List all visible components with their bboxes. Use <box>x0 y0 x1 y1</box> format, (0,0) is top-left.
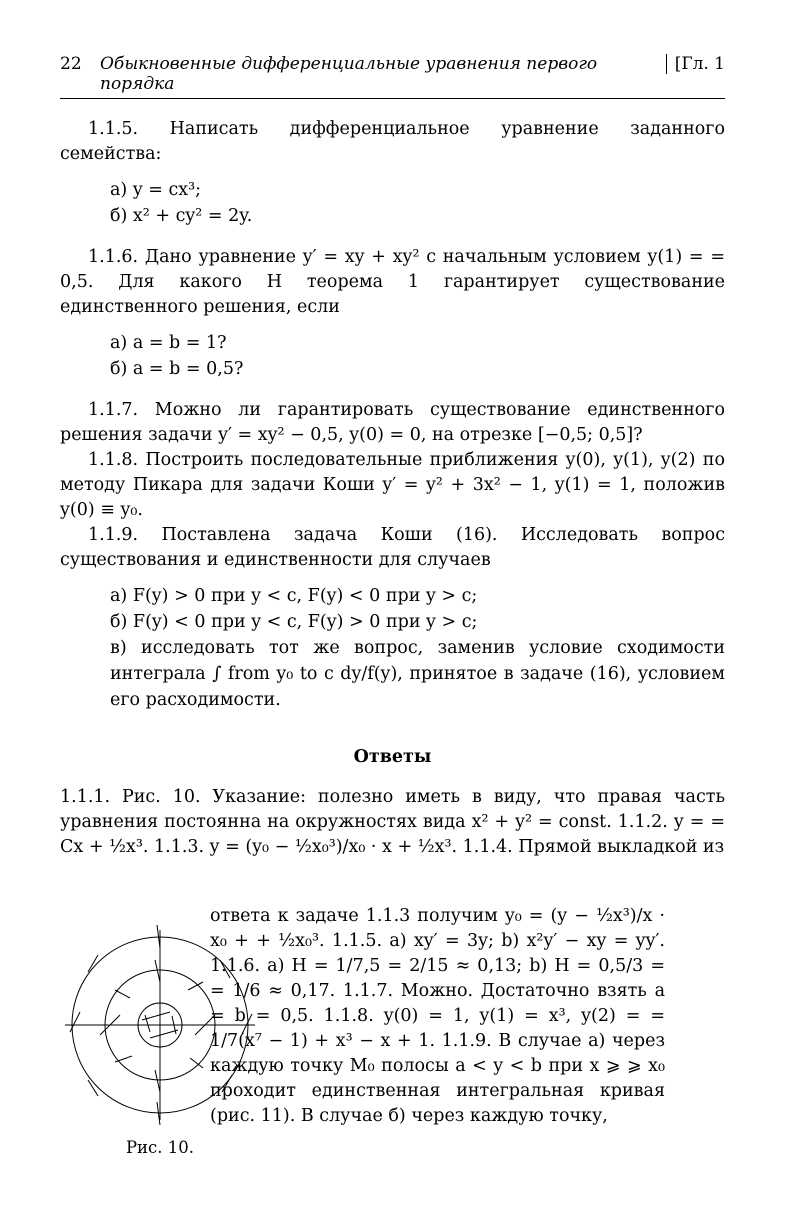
problem-1-1-9-c: в) исследовать тот же вопрос, заменив условие сходимости интеграла ∫ from y₀ to c dy/f(y), принятое в задаче (16), условием его расходимости. <box>110 638 725 710</box>
page-number: 22 <box>60 54 82 74</box>
running-title: Обыкновенные дифференциальные уравнения первого порядка <box>100 54 598 94</box>
problem-1-1-5-a: а) y = cx³; <box>110 180 202 200</box>
problem-1-1-6-b: б) a = b = 0,5? <box>110 359 244 379</box>
problem-1-1-7: 1.1.7. Можно ли гарантировать существование единственного решения задачи y′ = xy² − 0,5, y(0) = 0, на отрезке [−0,5; 0,5]? <box>60 400 725 445</box>
problem-1-1-5-b: б) x² + cy² = 2y. <box>110 206 253 226</box>
problem-1-1-5: 1.1.5. Написать дифференциальное уравнение заданного семейства: <box>60 119 725 164</box>
chapter-label: [Гл. 1 <box>666 54 725 74</box>
answers-text-right: ответа к задаче 1.1.3 получим y₀ = (y − ½x³)/x · x₀ + + ½x₀³. 1.1.5. a) xy′ = 3y; b) x²y′ − xy = yy′. 1.1.6. a) H = 1/7,5 = 2/15 ≈ 0,13; b) H = 0,5/3 = = 1/6 ≈ 0,17. 1.1.7. Можно. Достаточно взять a = b = 0,5. 1.1.8. y(0) = 1, y(1) = x³, y(2) = = 1/7(x⁷ − 1) + x³ − x + 1. 1.1.9. В случае а) через каждую точку M₀ полосы a < y < b при x ⩾ ⩾ x₀ проходит единственная интегральная кривая (рис. 11). В случае б) через каждую точку, <box>210 906 665 1126</box>
running-header <box>60 54 725 99</box>
answers-text: 1.1.1. Рис. 10. Указание: полезно иметь в виду, что правая часть уравнения постоянна на окружностях вида x² + y² = const. 1.1.2. y = = Cx + ½x³. 1.1.3. y = (y₀ − ½x₀³)/x₀ · x + ½x³. 1.1.4. Прямой выкладкой из <box>60 787 725 857</box>
problem-1-1-6-a: а) a = b = 1? <box>110 333 227 353</box>
problem-1-1-6: 1.1.6. Дано уравнение y′ = xy + xy² с начальным условием y(1) = = 0,5. Для какого H теорема 1 гарантирует существование единственного решения, если <box>60 247 725 317</box>
problem-1-1-8: 1.1.8. Построить последовательные приближения y(0), y(1), y(2) по методу Пикара для задачи Коши y′ = y² + 3x² − 1, y(1) = 1, положив y(0) ≡ y₀. <box>60 450 725 520</box>
answers-right-column <box>210 904 665 1129</box>
figure-caption: Рис. 10. <box>125 1138 195 1157</box>
problem-1-1-9-a: а) F(y) > 0 при y < c, F(y) < 0 при y > c; <box>110 586 478 606</box>
answers-heading: Ответы <box>353 747 432 767</box>
problem-1-1-9-b: б) F(y) < 0 при y < c, F(y) > 0 при y > c; <box>110 612 478 632</box>
page <box>60 54 725 860</box>
problem-1-1-9: 1.1.9. Поставлена задача Коши (16). Исследовать вопрос существования и единственности для случаев <box>60 525 725 570</box>
